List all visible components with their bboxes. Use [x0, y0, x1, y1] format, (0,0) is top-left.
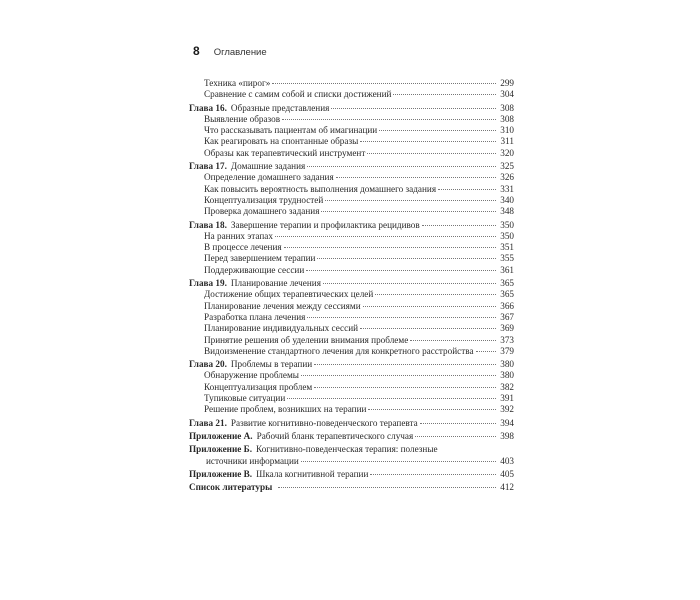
toc-entry-title: В процессе лечения: [204, 242, 282, 253]
toc-page-number: 391: [500, 393, 514, 404]
toc-chapter-number: Глава 19.: [189, 278, 227, 289]
toc-entry-chapter[interactable]: [189, 220, 514, 231]
toc-entry-title: Планирование лечения между сессиями: [204, 300, 361, 311]
toc-entry-chapter[interactable]: [189, 431, 514, 442]
toc-page-number: 308: [500, 102, 514, 113]
toc-entry-title: Образные представления: [230, 102, 330, 113]
toc-entry-section[interactable]: [189, 346, 514, 357]
running-head: [193, 44, 267, 58]
toc-entry-title: Как повысить вероятность выполнения домашнего задания: [204, 183, 437, 194]
toc-entry-title: Рабочий бланк терапевтического случая: [256, 430, 414, 441]
toc-entry-title: Что рассказывать пациентам об имагинации: [204, 125, 378, 136]
toc-page-number: 326: [500, 172, 514, 183]
toc-entry-second-line: [189, 456, 514, 467]
toc-entry-title: Определение домашнего задания: [204, 172, 334, 183]
toc-leader-dots: [314, 387, 496, 388]
toc-leader-dots: [363, 306, 496, 307]
toc-entry-title: Техника «пирог»: [204, 78, 271, 88]
toc-chapter-number: Список литературы: [189, 482, 273, 493]
toc-leader-dots: [476, 351, 496, 352]
toc-page-number: 366: [500, 300, 514, 311]
toc-page-number: 311: [500, 136, 514, 147]
toc-page-number: 405: [500, 468, 514, 479]
toc-entry-title: На ранних этапах: [204, 230, 273, 241]
toc-entry-title: Поддерживающие сессии: [204, 264, 305, 275]
toc-leader-dots: [415, 436, 496, 437]
toc-entry-title: Достижение общих терапевтических целей: [204, 289, 374, 300]
toc-leader-dots: [321, 211, 496, 212]
toc-entry-section[interactable]: [189, 148, 514, 159]
toc-entry-title: Домашние задания: [230, 161, 306, 172]
toc-entry-section[interactable]: [189, 335, 514, 346]
toc-page-number: 325: [500, 161, 514, 172]
toc-page-number: 365: [500, 289, 514, 300]
toc-entry-section[interactable]: [189, 242, 514, 253]
toc-entry-title: Принятие решения об уделении внимания проблеме: [204, 334, 409, 345]
toc-entry-section[interactable]: [189, 184, 514, 195]
toc-chapter-number: Глава 16.: [189, 102, 227, 113]
toc-entry-section[interactable]: [189, 323, 514, 334]
toc-entry-title: Выявление образов: [204, 113, 281, 124]
toc-leader-dots: [307, 166, 496, 167]
toc-entry-section[interactable]: [189, 78, 514, 89]
toc-entry-section[interactable]: [189, 382, 514, 393]
toc-page-number: 382: [500, 381, 514, 392]
toc-entry-section[interactable]: [189, 393, 514, 404]
toc-entry-title: Планирование индивидуальных сессий: [204, 323, 359, 334]
toc-page-number: 373: [500, 334, 514, 345]
toc-leader-dots: [331, 108, 496, 109]
toc-page-number: 394: [500, 417, 514, 428]
toc-entry-chapter[interactable]: [189, 359, 514, 370]
toc-leader-dots: [275, 236, 496, 237]
toc-leader-dots: [282, 119, 496, 120]
toc-leader-dots: [420, 423, 496, 424]
toc-entry-section[interactable]: [189, 195, 514, 206]
toc-entry-section[interactable]: [189, 206, 514, 217]
toc-leader-dots: [336, 177, 496, 178]
toc-leader-dots: [314, 364, 496, 365]
toc-entry-title: Тупиковые ситуации: [204, 393, 286, 404]
toc-page-number: 331: [500, 183, 514, 194]
toc-entry-title: Видоизменение стандартного лечения для конкретного расстройства: [204, 345, 474, 356]
toc-entry-section[interactable]: [189, 125, 514, 136]
toc-chapter-number: Глава 21.: [189, 417, 227, 428]
toc-page-number: 403: [500, 455, 514, 466]
toc-entry-title: Концептуализация проблем: [204, 381, 313, 392]
toc-page-number: 350: [500, 230, 514, 241]
toc-leader-dots: [368, 409, 496, 410]
toc-page-number: 350: [500, 219, 514, 230]
toc-entry-title: Проверка домашнего задания: [204, 206, 320, 217]
toc-entry-section[interactable]: [189, 172, 514, 183]
toc-entry-section[interactable]: [189, 289, 514, 300]
table-of-contents: [189, 78, 514, 493]
toc-leader-dots: [325, 200, 496, 201]
toc-leader-dots: [301, 375, 496, 376]
toc-leader-dots: [367, 153, 496, 154]
toc-leader-dots: [360, 328, 496, 329]
toc-page-number: 365: [500, 278, 514, 289]
toc-page-number: 340: [500, 194, 514, 205]
toc-entry-chapter[interactable]: [189, 482, 514, 493]
toc-entry-section[interactable]: [189, 312, 514, 323]
toc-leader-dots: [301, 461, 496, 462]
toc-page-number: 392: [500, 404, 514, 415]
toc-page-number: 299: [500, 78, 514, 88]
toc-page-number: 412: [500, 482, 514, 493]
toc-chapter-number: Глава 17.: [189, 161, 227, 172]
toc-entry-section[interactable]: [189, 253, 514, 264]
toc-entry-title: Образы как терапевтический инструмент: [204, 147, 366, 158]
toc-page-number: 355: [500, 253, 514, 264]
toc-page-number: 379: [500, 345, 514, 356]
toc-entry-title: Когнитивно-поведенческая терапия: полезные: [256, 444, 438, 455]
toc-page-number: 369: [500, 323, 514, 334]
toc-entry-section[interactable]: [189, 136, 514, 147]
toc-page-number: 380: [500, 359, 514, 370]
toc-page-number: 367: [500, 311, 514, 322]
toc-page-number: 320: [500, 147, 514, 158]
toc-entry-section[interactable]: [189, 231, 514, 242]
toc-entry-title: Как реагировать на спонтанные образы: [204, 136, 359, 147]
toc-chapter-number: Приложение В.: [189, 468, 253, 479]
toc-entry-section[interactable]: [189, 89, 514, 100]
toc-entry-title: Концептуализация трудностей: [204, 194, 324, 205]
toc-entry-chapter[interactable]: [189, 418, 514, 429]
toc-leader-dots: [375, 294, 496, 295]
toc-page-number: 308: [500, 113, 514, 124]
toc-chapter-number: Глава 20.: [189, 359, 227, 370]
toc-page-number: 380: [500, 370, 514, 381]
toc-leader-dots: [438, 189, 496, 190]
toc-leader-dots: [306, 270, 496, 271]
page-number: 8: [193, 44, 200, 58]
running-title: Оглавление: [213, 47, 267, 58]
toc-entry-section[interactable]: [189, 404, 514, 415]
toc-page-number: 361: [500, 264, 514, 275]
toc-chapter-number: Приложение А.: [189, 430, 253, 441]
toc-entry-title: Планирование лечения: [230, 278, 321, 289]
toc-entry-chapter[interactable]: [189, 278, 514, 289]
toc-page-number: 348: [500, 206, 514, 217]
toc-entry-title: Обнаружение проблемы: [204, 370, 299, 381]
toc-entry-title: Решение проблем, возникших на терапии: [204, 404, 367, 415]
toc-chapter-number: Глава 18.: [189, 219, 227, 230]
toc-leader-dots: [370, 474, 496, 475]
toc-page-number: 351: [500, 242, 514, 253]
toc-leader-dots: [284, 247, 496, 248]
toc-leader-dots: [393, 94, 496, 95]
toc-entry-chapter[interactable]: [189, 161, 514, 172]
toc-leader-dots: [272, 83, 496, 84]
toc-entry-title: Сравнение с самим собой и списки достижений: [204, 89, 392, 100]
toc-entry-section[interactable]: [189, 265, 514, 276]
toc-leader-dots: [307, 317, 496, 318]
toc-leader-dots: [422, 225, 496, 226]
toc-entry-title: Проблемы в терапии: [230, 359, 313, 370]
toc-entry-title-continued: источники информации: [206, 455, 299, 466]
toc-entry-title: Разработка плана лечения: [204, 311, 306, 322]
toc-entry-title: Шкала когнитивной терапии: [256, 468, 369, 479]
toc-page-number: 310: [500, 125, 514, 136]
toc-entry-first-line: [189, 444, 514, 455]
toc-leader-dots: [323, 283, 496, 284]
toc-entry-chapter[interactable]: [189, 469, 514, 480]
toc-leader-dots: [379, 130, 496, 131]
toc-entry-title: Завершение терапии и профилактика рецидивов: [230, 219, 420, 230]
toc-leader-dots: [410, 340, 496, 341]
toc-page-number: 304: [500, 89, 514, 100]
toc-entry-chapter[interactable]: [189, 444, 514, 467]
toc-leader-dots: [278, 487, 496, 488]
toc-entry-section[interactable]: [189, 301, 514, 312]
toc-leader-dots: [317, 258, 496, 259]
toc-leader-dots: [360, 141, 496, 142]
toc-leader-dots: [287, 398, 496, 399]
toc-entry-section[interactable]: [189, 114, 514, 125]
toc-entry-section[interactable]: [189, 370, 514, 381]
toc-chapter-number: Приложение Б.: [189, 444, 253, 455]
toc-entry-chapter[interactable]: [189, 103, 514, 114]
toc-entry-title: Развитие когнитивно-поведенческого терапевта: [230, 417, 418, 428]
toc-page-number: 398: [500, 430, 514, 441]
toc-entry-title: Перед завершением терапии: [204, 253, 316, 264]
